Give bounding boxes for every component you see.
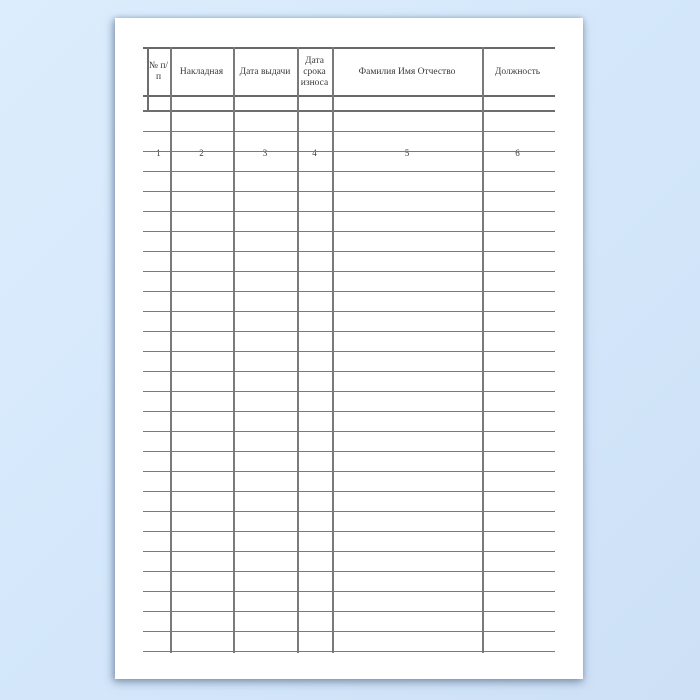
column-number: 1 [156, 148, 161, 158]
table-row [143, 112, 555, 132]
table-row [143, 292, 555, 312]
document-page [115, 18, 583, 679]
form-table [143, 47, 555, 652]
table-row [143, 512, 555, 532]
column-separator [297, 47, 299, 653]
table-row [143, 612, 555, 632]
column-number: 4 [312, 148, 317, 158]
header-label: № п/п [148, 61, 169, 82]
table-row [143, 432, 555, 452]
table-row [143, 592, 555, 612]
table-row [143, 332, 555, 352]
table-row [143, 472, 555, 492]
column-separator [170, 47, 172, 653]
table-header-row [143, 47, 555, 97]
header-cell-invoice [170, 49, 233, 95]
header-label: Должность [494, 66, 541, 77]
table-row [143, 372, 555, 392]
table-row [143, 452, 555, 472]
header-cell-number [147, 49, 170, 95]
table-row [143, 152, 555, 172]
column-separator [233, 47, 235, 653]
header-cell-full-name [332, 49, 482, 95]
blank-rows [143, 112, 555, 652]
table-row [143, 552, 555, 572]
table-row [143, 532, 555, 552]
header-label: Фамилия Имя Отчество [358, 66, 456, 77]
header-cell-wear-date [297, 49, 332, 95]
header-cell-position [482, 49, 553, 95]
header-label: Дата срока износа [300, 55, 329, 88]
column-separator [482, 47, 484, 653]
table-row [143, 272, 555, 292]
column-number: 3 [262, 148, 268, 158]
column-separator [332, 47, 334, 653]
header-label: Накладная [179, 66, 224, 77]
table-row [143, 412, 555, 432]
column-number: 2 [199, 148, 204, 158]
table-row [143, 392, 555, 412]
table-row [143, 232, 555, 252]
table-row [143, 492, 555, 512]
table-row [143, 632, 555, 652]
table-row [143, 132, 555, 152]
table-row [143, 572, 555, 592]
header-left-border [147, 47, 149, 112]
table-row [143, 212, 555, 232]
table-row [143, 352, 555, 372]
table-row [143, 172, 555, 192]
header-cell-issue-date [233, 49, 297, 95]
column-number: 6 [515, 148, 520, 158]
header-label: Дата выдачи [239, 66, 291, 77]
column-numbers-row [143, 97, 555, 158]
table-row [143, 252, 555, 272]
table-row [143, 192, 555, 212]
column-number: 5 [404, 148, 410, 158]
table-row [143, 312, 555, 332]
